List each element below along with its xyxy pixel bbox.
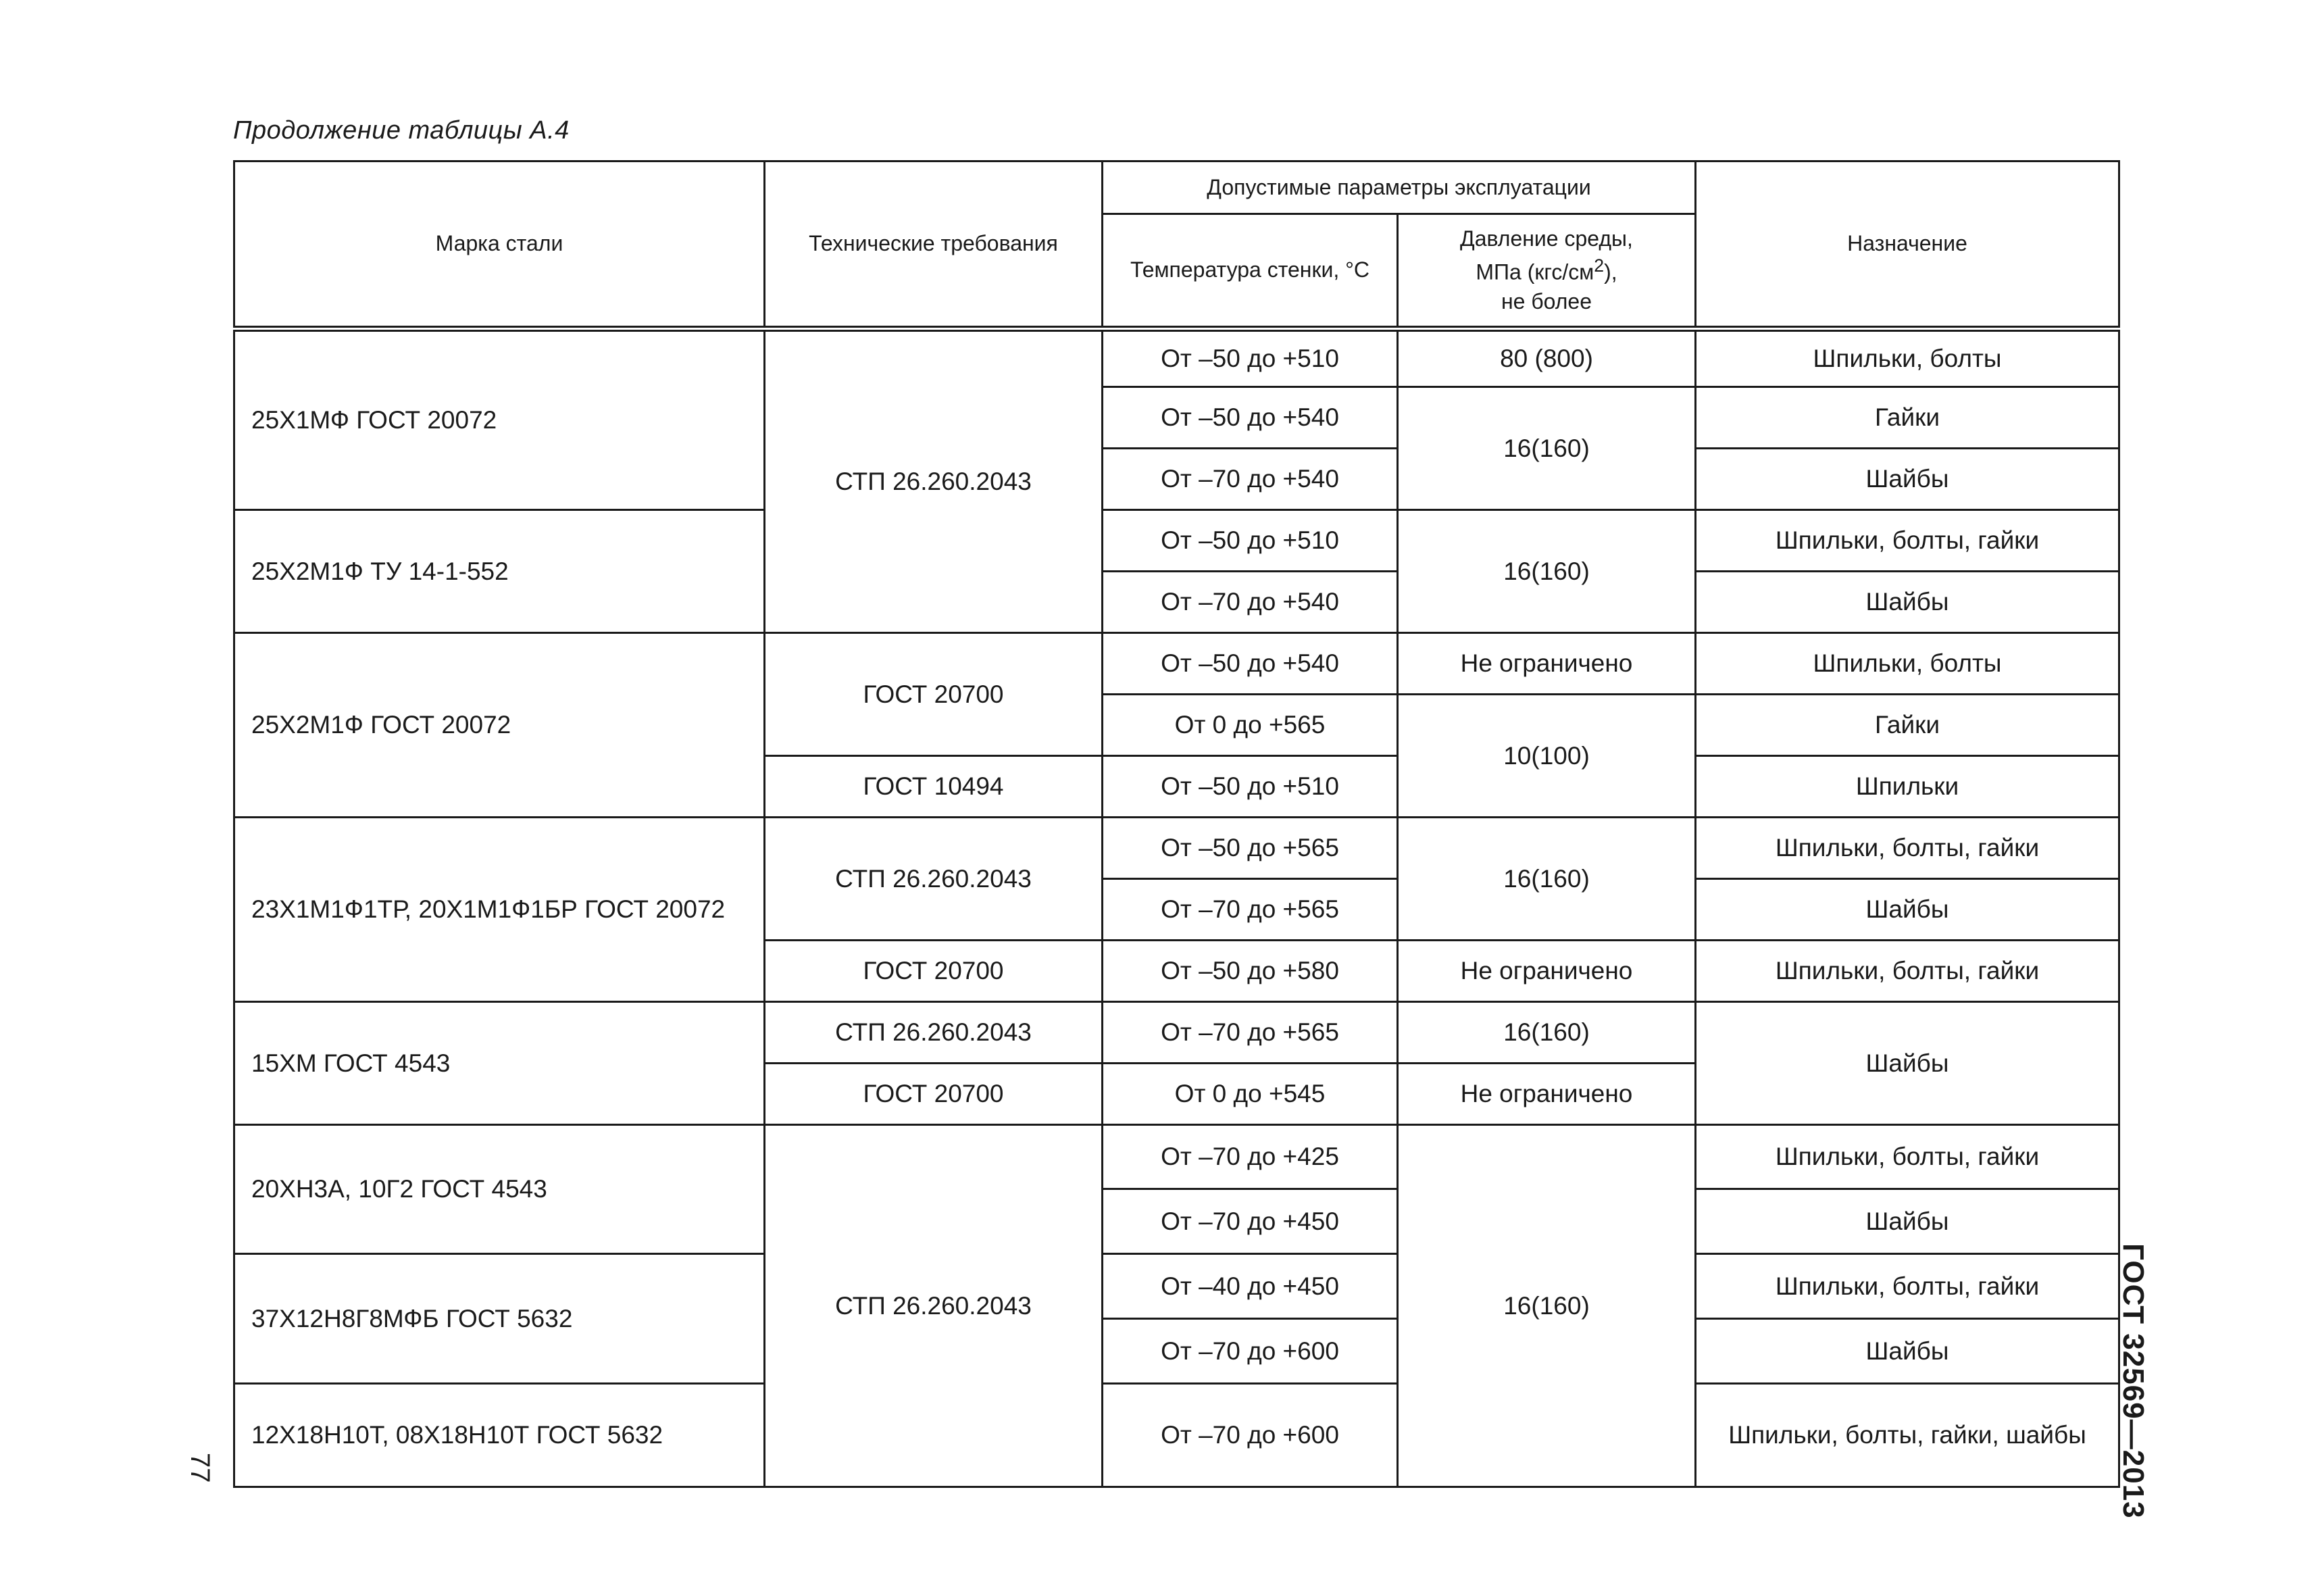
cell-temp: От –50 до +565 bbox=[1103, 818, 1398, 879]
header-pressure-line2-end: ), bbox=[1604, 259, 1617, 284]
cell-purpose: Шайбы bbox=[1696, 879, 2119, 941]
cell-temp: От 0 до +565 bbox=[1103, 695, 1398, 756]
cell-tech: ГОСТ 20700 bbox=[765, 941, 1103, 1002]
cell-purpose: Шайбы bbox=[1696, 572, 2119, 633]
cell-temp: От –50 до +580 bbox=[1103, 941, 1398, 1002]
table-row bbox=[234, 1125, 2119, 1189]
table-row bbox=[234, 1384, 2119, 1487]
table-row bbox=[234, 633, 2119, 695]
header-temperature: Температура стенки, °С bbox=[1103, 214, 1398, 329]
table-row bbox=[234, 329, 2119, 387]
cell-grade: 23Х1М1Ф1ТР, 20Х1М1Ф1БР ГОСТ 20072 bbox=[234, 818, 765, 1002]
cell-temp: От –70 до +425 bbox=[1103, 1125, 1398, 1189]
table-caption: Продолжение таблицы А.4 bbox=[233, 116, 570, 145]
cell-purpose: Шпильки, болты, гайки bbox=[1696, 941, 2119, 1002]
steel-grades-table bbox=[233, 160, 2120, 1488]
cell-pressure: 16(160) bbox=[1398, 1002, 1696, 1064]
cell-temp: От –70 до +565 bbox=[1103, 879, 1398, 941]
cell-purpose: Шпильки, болты, гайки, шайбы bbox=[1696, 1384, 2119, 1487]
cell-tech: СТП 26.260.2043 bbox=[765, 1002, 1103, 1064]
page-number: 77 bbox=[185, 1453, 215, 1483]
cell-temp: От –50 до +510 bbox=[1103, 329, 1398, 387]
cell-grade: 37Х12Н8Г8МФБ ГОСТ 5632 bbox=[234, 1254, 765, 1384]
cell-purpose: Шпильки, болты, гайки bbox=[1696, 510, 2119, 572]
cell-purpose: Шпильки, болты, гайки bbox=[1696, 1254, 2119, 1319]
header-pressure-sup: 2 bbox=[1594, 255, 1605, 276]
cell-temp: От –50 до +540 bbox=[1103, 387, 1398, 449]
cell-purpose: Шайбы bbox=[1696, 449, 2119, 510]
cell-temp: От –70 до +600 bbox=[1103, 1319, 1398, 1384]
cell-temp: От –70 до +450 bbox=[1103, 1189, 1398, 1254]
cell-temp: От –70 до +600 bbox=[1103, 1384, 1398, 1487]
table-row bbox=[234, 818, 2119, 879]
cell-grade: 25Х2М1Ф ТУ 14-1-552 bbox=[234, 510, 765, 633]
header-purpose: Назначение bbox=[1696, 161, 2119, 329]
cell-pressure: Не ограничено bbox=[1398, 1064, 1696, 1125]
cell-tech: СТП 26.260.2043 bbox=[765, 818, 1103, 941]
header-pressure-line1: Давление среды, bbox=[1460, 226, 1633, 251]
cell-tech: ГОСТ 20700 bbox=[765, 1064, 1103, 1125]
cell-purpose: Шайбы bbox=[1696, 1319, 2119, 1384]
cell-pressure: 16(160) bbox=[1398, 1125, 1696, 1487]
cell-purpose: Шпильки bbox=[1696, 756, 2119, 818]
cell-temp: От 0 до +545 bbox=[1103, 1064, 1398, 1125]
table-row bbox=[234, 1254, 2119, 1319]
cell-grade: 25Х1МФ ГОСТ 20072 bbox=[234, 329, 765, 510]
cell-purpose: Шайбы bbox=[1696, 1002, 2119, 1125]
cell-purpose: Гайки bbox=[1696, 387, 2119, 449]
cell-tech: СТП 26.260.2043 bbox=[765, 1125, 1103, 1487]
cell-temp: От –50 до +510 bbox=[1103, 510, 1398, 572]
cell-temp: От –70 до +540 bbox=[1103, 572, 1398, 633]
cell-temp: От –50 до +510 bbox=[1103, 756, 1398, 818]
header-steel-grade: Марка стали bbox=[234, 161, 765, 329]
header-pressure bbox=[1398, 214, 1696, 329]
cell-grade: 20ХН3А, 10Г2 ГОСТ 4543 bbox=[234, 1125, 765, 1254]
cell-purpose: Шайбы bbox=[1696, 1189, 2119, 1254]
cell-pressure: Не ограничено bbox=[1398, 633, 1696, 695]
cell-grade: 25Х2М1Ф ГОСТ 20072 bbox=[234, 633, 765, 818]
cell-temp: От –40 до +450 bbox=[1103, 1254, 1398, 1319]
table-row bbox=[234, 1002, 2119, 1064]
cell-pressure: 10(100) bbox=[1398, 695, 1696, 818]
cell-purpose: Шпильки, болты, гайки bbox=[1696, 1125, 2119, 1189]
cell-tech: СТП 26.260.2043 bbox=[765, 329, 1103, 633]
header-operating-params: Допустимые параметры эксплуатации bbox=[1103, 161, 1696, 214]
cell-purpose: Шпильки, болты bbox=[1696, 329, 2119, 387]
header-tech-requirements: Технические требования bbox=[765, 161, 1103, 329]
cell-pressure: 80 (800) bbox=[1398, 329, 1696, 387]
cell-grade: 12Х18Н10Т, 08Х18Н10Т ГОСТ 5632 bbox=[234, 1384, 765, 1487]
cell-tech: ГОСТ 10494 bbox=[765, 756, 1103, 818]
cell-purpose: Гайки bbox=[1696, 695, 2119, 756]
cell-pressure: 16(160) bbox=[1398, 510, 1696, 633]
cell-tech: ГОСТ 20700 bbox=[765, 633, 1103, 756]
cell-temp: От –70 до +565 bbox=[1103, 1002, 1398, 1064]
document-standard-title: ГОСТ 32569—2013 bbox=[2117, 1243, 2150, 1519]
header-pressure-line2: МПа (кгс/см bbox=[1476, 259, 1594, 284]
cell-purpose: Шпильки, болты bbox=[1696, 633, 2119, 695]
cell-pressure: Не ограничено bbox=[1398, 941, 1696, 1002]
cell-purpose: Шпильки, болты, гайки bbox=[1696, 818, 2119, 879]
cell-temp: От –50 до +540 bbox=[1103, 633, 1398, 695]
cell-pressure: 16(160) bbox=[1398, 818, 1696, 941]
cell-temp: От –70 до +540 bbox=[1103, 449, 1398, 510]
cell-grade: 15ХМ ГОСТ 4543 bbox=[234, 1002, 765, 1125]
table-row bbox=[234, 510, 2119, 572]
header-pressure-line3: не более bbox=[1501, 289, 1592, 314]
cell-pressure: 16(160) bbox=[1398, 387, 1696, 510]
